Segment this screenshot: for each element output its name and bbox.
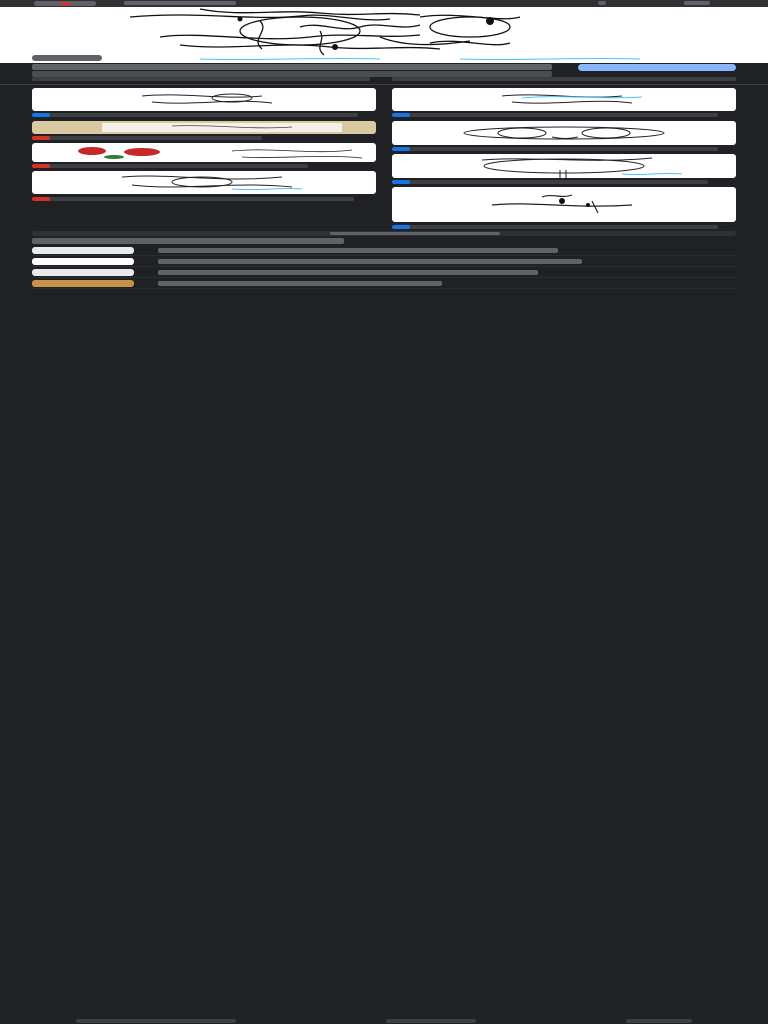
visit-button[interactable] xyxy=(578,64,736,71)
favicon-icon xyxy=(32,197,50,201)
result-caption[interactable] xyxy=(392,225,718,229)
see-more-label xyxy=(330,232,500,235)
favicon-icon xyxy=(392,147,410,151)
favicon-icon xyxy=(32,113,50,117)
result-image[interactable] xyxy=(392,88,736,111)
related-search-label xyxy=(158,281,442,286)
favicon-icon xyxy=(392,225,410,229)
result-image[interactable] xyxy=(32,171,376,194)
result-image[interactable] xyxy=(32,121,376,134)
result-thumbnail xyxy=(32,171,376,194)
settings-icon[interactable] xyxy=(598,1,606,5)
result-caption[interactable] xyxy=(32,113,358,117)
related-search-item[interactable] xyxy=(32,257,736,267)
result-caption[interactable] xyxy=(392,113,718,117)
related-search-item[interactable] xyxy=(32,246,736,256)
related-search-item[interactable] xyxy=(32,279,736,289)
related-search-label xyxy=(158,270,538,275)
related-thumbnail xyxy=(32,269,134,276)
share-button[interactable] xyxy=(32,77,370,81)
result-thumbnail xyxy=(392,88,736,111)
footer xyxy=(0,1018,768,1024)
related-search-label xyxy=(158,248,558,253)
rose-drawing xyxy=(0,7,768,63)
related-search-item[interactable] xyxy=(32,268,736,278)
result-thumbnail xyxy=(32,143,376,162)
result-caption[interactable] xyxy=(392,180,708,184)
favicon-icon xyxy=(32,136,50,140)
result-image[interactable] xyxy=(392,154,736,178)
result-image[interactable] xyxy=(392,121,736,145)
see-more-button[interactable] xyxy=(32,231,736,236)
result-thumbnail xyxy=(32,88,376,111)
divider xyxy=(0,84,768,85)
saved-link[interactable] xyxy=(626,1019,692,1023)
pin-image[interactable] xyxy=(0,7,768,63)
image-source-chip[interactable] xyxy=(32,55,102,61)
top-bar xyxy=(0,0,768,7)
pin-title xyxy=(32,64,552,70)
result-caption[interactable] xyxy=(32,164,308,168)
related-thumbnail xyxy=(32,247,134,254)
related-thumbnail xyxy=(32,258,134,265)
result-caption[interactable] xyxy=(32,197,354,201)
result-thumbnail xyxy=(32,121,376,134)
related-search-label xyxy=(158,259,582,264)
save-button[interactable] xyxy=(392,77,736,81)
favicon-icon xyxy=(32,164,50,168)
result-image[interactable] xyxy=(32,143,376,162)
result-thumbnail xyxy=(392,187,736,222)
favicon-icon xyxy=(392,180,410,184)
result-caption[interactable] xyxy=(32,136,262,140)
favicon-icon xyxy=(392,113,410,117)
brand-logo-icon xyxy=(60,2,70,5)
app-name xyxy=(124,1,236,5)
result-caption[interactable] xyxy=(392,147,718,151)
brand-badge[interactable] xyxy=(34,1,96,6)
result-thumbnail xyxy=(392,121,736,145)
result-image[interactable] xyxy=(392,187,736,222)
result-thumbnail xyxy=(392,154,736,178)
account-icon[interactable] xyxy=(684,1,710,5)
send-feedback-link[interactable] xyxy=(76,1019,236,1023)
related-thumbnail xyxy=(32,280,134,287)
result-image[interactable] xyxy=(32,88,376,111)
get-help-link[interactable] xyxy=(386,1019,476,1023)
related-searches-title xyxy=(32,238,344,244)
